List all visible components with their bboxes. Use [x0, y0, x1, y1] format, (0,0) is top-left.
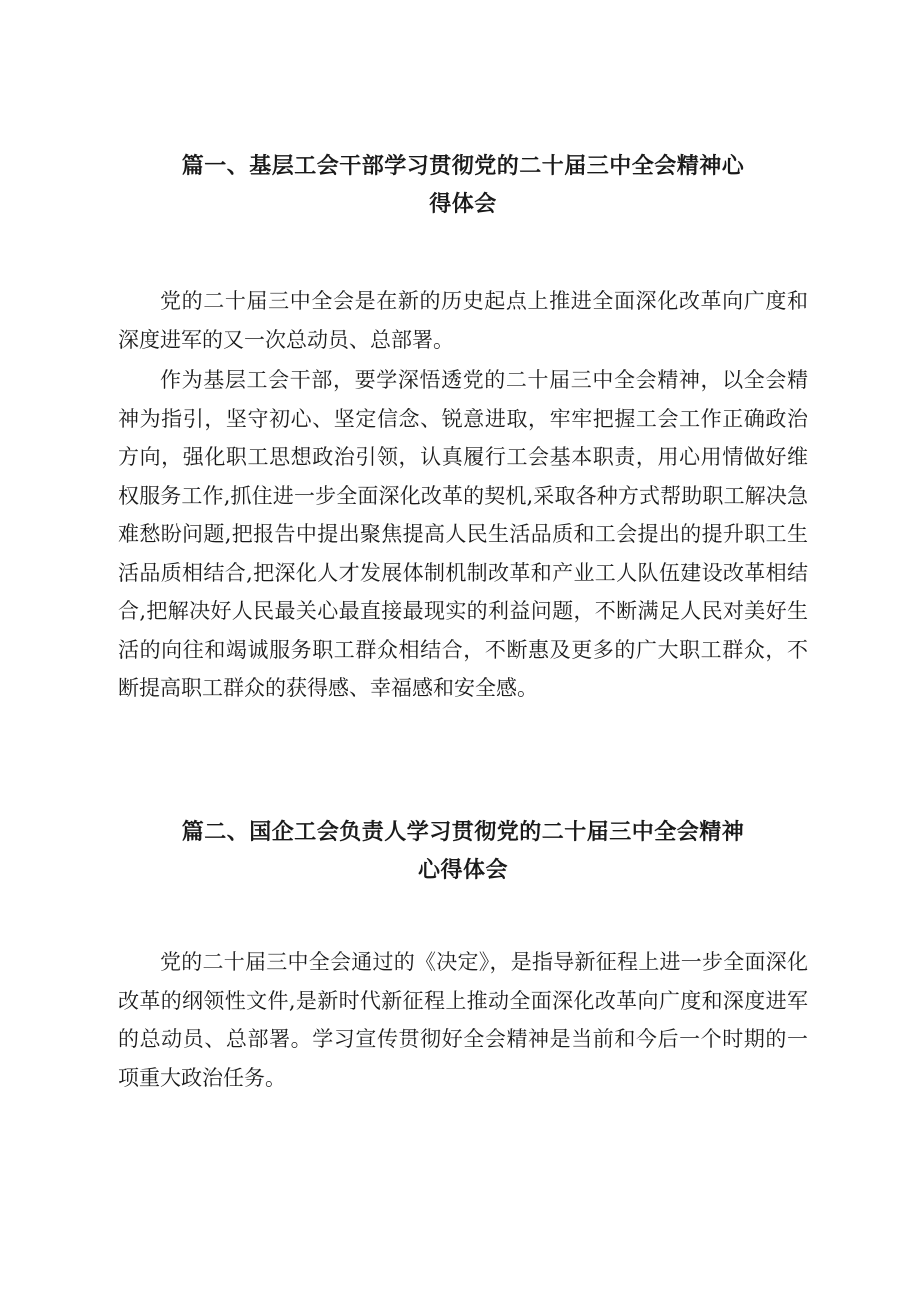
section-2-paragraph-1: 党的二十届三中全会通过的《决定》，是指导新征程上进一步全面深化改革的纲领性文件,是新时代新征程上推动全面深化改革向广度和深度进军的总动员、总部署。学习宣传贯彻好全会精神是当前和今后一个时期的一项重大政治任务。: [118, 950, 808, 1090]
section-1-title: [118, 148, 808, 224]
section-2-title-line-2: 心得体会: [417, 858, 508, 883]
section-2-body: [118, 943, 808, 1097]
section-1-paragraph-1: 党的二十届三中全会是在新的历史起点上推进全面深化改革向广度和深度进军的又一次总动员、总部署。: [118, 289, 808, 352]
section-1-body: [118, 282, 808, 708]
section-2-title-line-1: 篇二、国企工会负责人学习贯彻党的二十届三中全会精神: [181, 820, 745, 845]
section-1-paragraph-2: 作为基层工会干部，要学深悟透党的二十届三中全会精神，以全会精神为指引，坚守初心、坚定信念、锐意进取，牢牢把握工会工作正确政治方向，强化职工思想政治引领，认真履行工会基本职责，用心用情做好维权服务工作,抓住进一步全面深化改革的契机,采取各种方式帮助职工解决急难愁盼问题,把报告中提出聚焦提高人民生活品质和工会提出的提升职工生活品质相结合,把深化人才发展体制机制改革和产业工人队伍建设改革相结合,把解决好人民最关心最直接最现实的利益问题，不断满足人民对美好生活的向往和竭诚服务职工群众相结合，不断惠及更多的广大职工群众，不断提高职工群众的获得感、幸福感和安全感。: [118, 368, 808, 700]
section-1-title-line-1: 篇一、基层工会干部学习贯彻党的二十届三中全会精神心: [181, 154, 745, 179]
section-2-title: [118, 814, 808, 890]
section-1-title-line-2: 得体会: [429, 192, 497, 217]
